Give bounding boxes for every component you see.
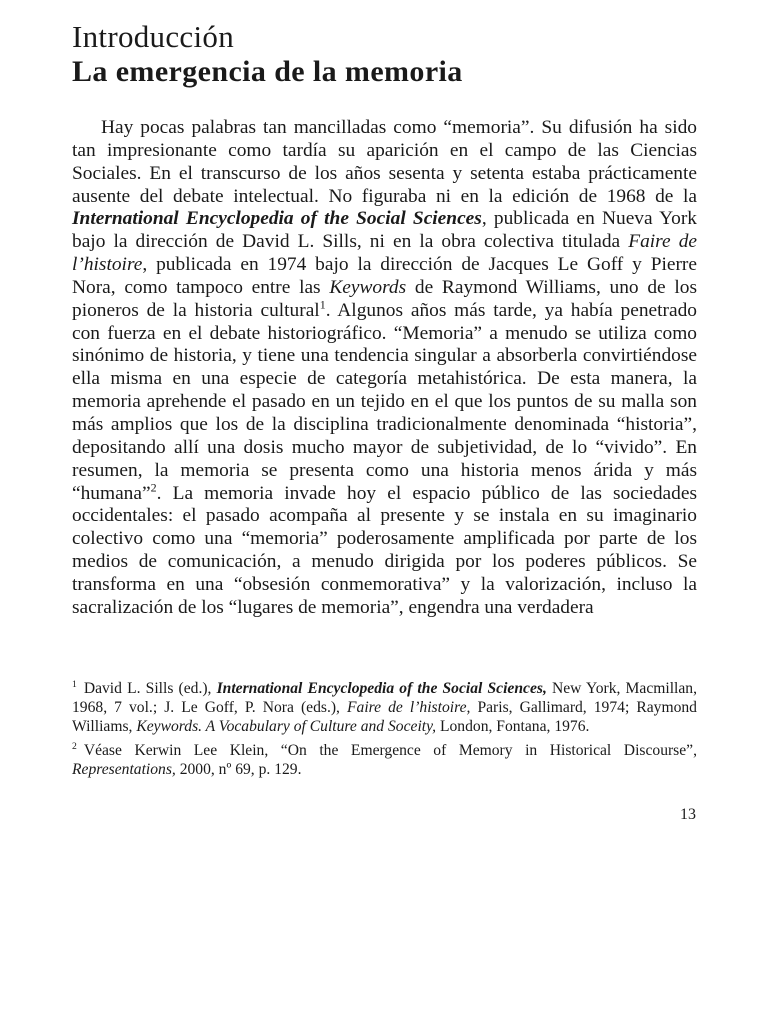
footnote-reference: 2 [150,480,157,495]
chapter-heading [72,20,702,90]
footnote-text-run: Véase Kerwin Lee Klein, “On the Emergence of Memory in Historical Discourse”, [83,742,697,759]
body-text-run: , publicada en Nueva York bajo la dirección de David L. Sills, ni en la obra colectiva titulada [72,208,697,253]
body-italic-title: Keywords [329,276,407,298]
chapter-title: La emergencia de la memoria [72,55,463,88]
footnote-reference: 1 [319,297,326,312]
body-bold-italic-title: International Encyclopedia of the Social Sciences [72,208,482,230]
footnote-text-run: David L. Sills (ed.), [83,680,217,697]
body-text-run: . Algunos años más tarde, ya había penetrado con fuerza en el debate historiográfico. “Memoria” a menudo se utiliza como sinónimo de historia, y tiene una tendencia singular a absorberla convirtiéndose ella misma en una especie de categoría metahistórica. De esta manera, la memoria aprehende el pasado en un tejido en el que los puntos de su malla son más amplios que los de la disciplina tradicionalmente denominada “historia”, depositando allí una dosis mucho mayor de subjetividad, de lo “vivido”. En resumen, la memoria se presenta como una historia menos árida y más “humana” [72,299,697,504]
footnote-italic-title: Faire de l’histoire, [347,699,471,716]
footnote-1 [72,679,697,736]
page-number: 13 [680,806,696,823]
body-italic-title: Faire de l’histoire [72,231,697,276]
body-text-run: . La memoria invade hoy el espacio público de las sociedades occidentales: el pasado acompaña al presente y se instala en su imaginario colectivo como una “memoria” poderosamente amplificada por parte de los medios de comunicación, a menudo dirigida por los poderes públicos. Se transforma en una “obsesión conmemorativa” y la valorización, incluso la sacralización de los “lugares de memoria”, engendra una verdadera [72,482,697,618]
body-text-run: de Raymond Williams, uno de los pioneros de la historia cultural [72,276,697,321]
body-paragraph [72,117,697,620]
footnote-italic-title: Representations, [72,761,176,778]
footnote-text-run: London, Fontana, 1976. [436,718,590,735]
footnote-mark: 2 [72,740,77,752]
footnote-bold-italic-title: International Encyclopedia of the Social Sciences, [216,680,547,697]
footnotes-section [72,679,697,784]
footnote-mark: 1 [72,678,77,690]
body-text-run: , publicada en 1974 bajo la dirección de Jacques Le Goff y Pierre Nora, como tampoco entre las [72,254,697,298]
footnote-text-run: 2000, nº 69, p. 129. [175,761,302,778]
body-text-run: Hay pocas palabras tan mancilladas como “memoria”. Su difusión ha sido tan impresionante como tardía su aparición en el campo de las Ciencias Sociales. En el transcurso de los años sesenta y setenta estaba prácticamente ausente del debate intelectual. No figuraba ni en la edición de 1968 de la [72,117,697,207]
chapter-label: Introducción [72,19,234,54]
footnote-italic-title: Keywords. A Vocabulary of Culture and Soceity, [136,718,437,735]
footnote-text-run: New York, Macmillan, 1968, 7 vol.; J. Le Goff, P. Nora (eds.), [72,680,697,716]
footnote-text-run: Paris, Gallimard, 1974; Raymond Williams, [72,699,697,735]
footnote-2 [72,741,697,779]
